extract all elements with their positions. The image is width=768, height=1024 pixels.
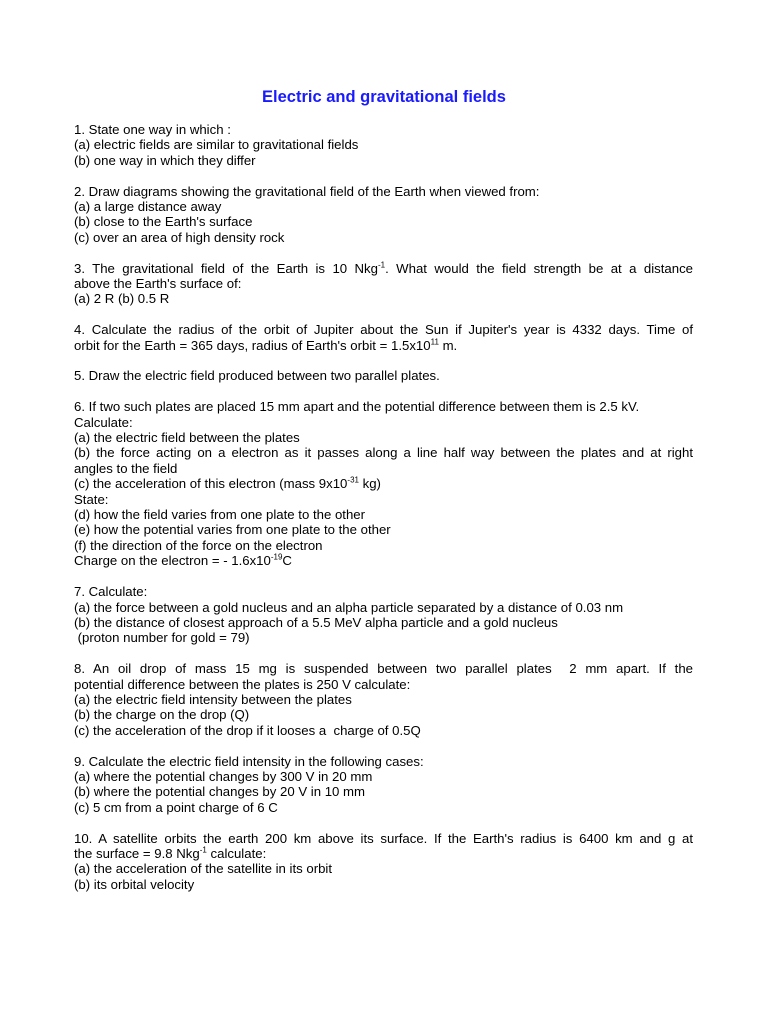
line-text: orbit for the Earth = 365 days, radius of Earth's orbit = 1.5x10 [74,337,431,353]
question-line: 1. State one way in which : [74,122,231,137]
question-line: above the Earth's surface of: [74,276,242,292]
question-9 [74,754,693,816]
superscript: -31 [347,475,359,485]
question-line: (a) the electric field between the plates [74,430,300,446]
question-3 [74,261,693,307]
line-text: 3. The gravitational field of the Earth is 10 Nkg [74,260,378,276]
question-line: (a) the force between a gold nucleus and an alpha particle separated by a distance of 0.03 nm [74,599,624,615]
question-line: (b) the distance of closest approach of a 5.5 MeV alpha particle and a gold nucleus [74,614,558,630]
page-title: Electric and gravitational fields [262,88,506,106]
line-text: calculate: [206,845,267,861]
question-line: (b) the charge on the drop (Q) [74,707,250,723]
question-line: (a) where the potential changes by 300 V in 20 mm [74,768,373,784]
line-text: m. [438,337,458,353]
question-line: (b) close to the Earth's surface [74,214,253,230]
question-line: (proton number for gold = 79) [74,630,250,646]
question-4 [74,322,693,353]
superscript: -1 [377,260,386,270]
question-line: (d) how the field varies from one plate to the other [74,507,366,523]
question-line: 5. Draw the electric field produced between two parallel plates. [74,368,440,384]
question-line: (b) one way in which they differ [74,152,256,168]
question-1 [74,122,693,168]
question-7 [74,584,693,646]
superscript: 11 [430,337,439,347]
question-line: Calculate: [74,414,133,430]
line-text: . What would the field strength be at a distance [385,260,693,276]
question-line: (b) its orbital velocity [74,876,195,892]
question-line: 6. If two such plates are placed 15 mm apart and the potential difference between them is 2.5 kV. [74,399,640,415]
superscript: -1 [199,845,207,855]
question-list [74,122,693,908]
question-line [74,338,693,353]
line-text: the surface = 9.8 Nkg [74,845,200,861]
line-text: Charge on the electron = - 1.6x10 [74,553,271,569]
superscript: -19 [270,552,283,562]
line-text: (c) the acceleration of this electron (mass 9x10 [74,476,348,492]
question-line: (a) electric fields are similar to gravitational fields [74,137,359,153]
question-line: 7. Calculate: [74,584,148,600]
question-line: (a) the electric field intensity between the plates [74,691,352,707]
question-line: (b) the force acting on a electron as it passes along a line half way between the plates and at right [74,445,693,461]
question-5 [74,368,693,383]
question-line: (e) how the potential varies from one plate to the other [74,522,391,538]
line-text: kg) [358,476,381,492]
question-8 [74,661,693,738]
question-line: (c) over an area of high density rock [74,229,285,245]
question-line: 2. Draw diagrams showing the gravitational field of the Earth when viewed from: [74,183,540,199]
question-line: angles to the field [74,460,178,476]
question-line [74,261,693,276]
question-line: (c) 5 cm from a point charge of 6 C [74,799,278,815]
question-line [74,846,693,861]
question-line [74,476,693,491]
question-2 [74,184,693,246]
question-line: State: [74,491,109,507]
question-6 [74,399,693,568]
question-line: (c) the acceleration of the drop if it looses a charge of 0.5Q [74,722,421,738]
question-line: 8. An oil drop of mass 15 mg is suspended between two parallel plates 2 mm apart. If the [74,661,693,677]
question-10 [74,831,693,893]
question-line: (a) a large distance away [74,199,222,215]
question-line: 4. Calculate the radius of the orbit of Jupiter about the Sun if Jupiter's year is 4332 days. Time of [74,322,693,338]
line-text: C [282,553,292,569]
question-line [74,553,693,568]
question-line: (a) the acceleration of the satellite in its orbit [74,861,333,877]
question-line: (f) the direction of the force on the electron [74,537,323,553]
question-line: (b) where the potential changes by 20 V in 10 mm [74,784,366,800]
question-line: 10. A satellite orbits the earth 200 km above its surface. If the Earth's radius is 6400 km and g at [74,830,693,846]
question-line: (a) 2 R (b) 0.5 R [74,291,170,307]
question-line: 9. Calculate the electric field intensity in the following cases: [74,753,424,769]
question-line: potential difference between the plates is 250 V calculate: [74,676,411,692]
